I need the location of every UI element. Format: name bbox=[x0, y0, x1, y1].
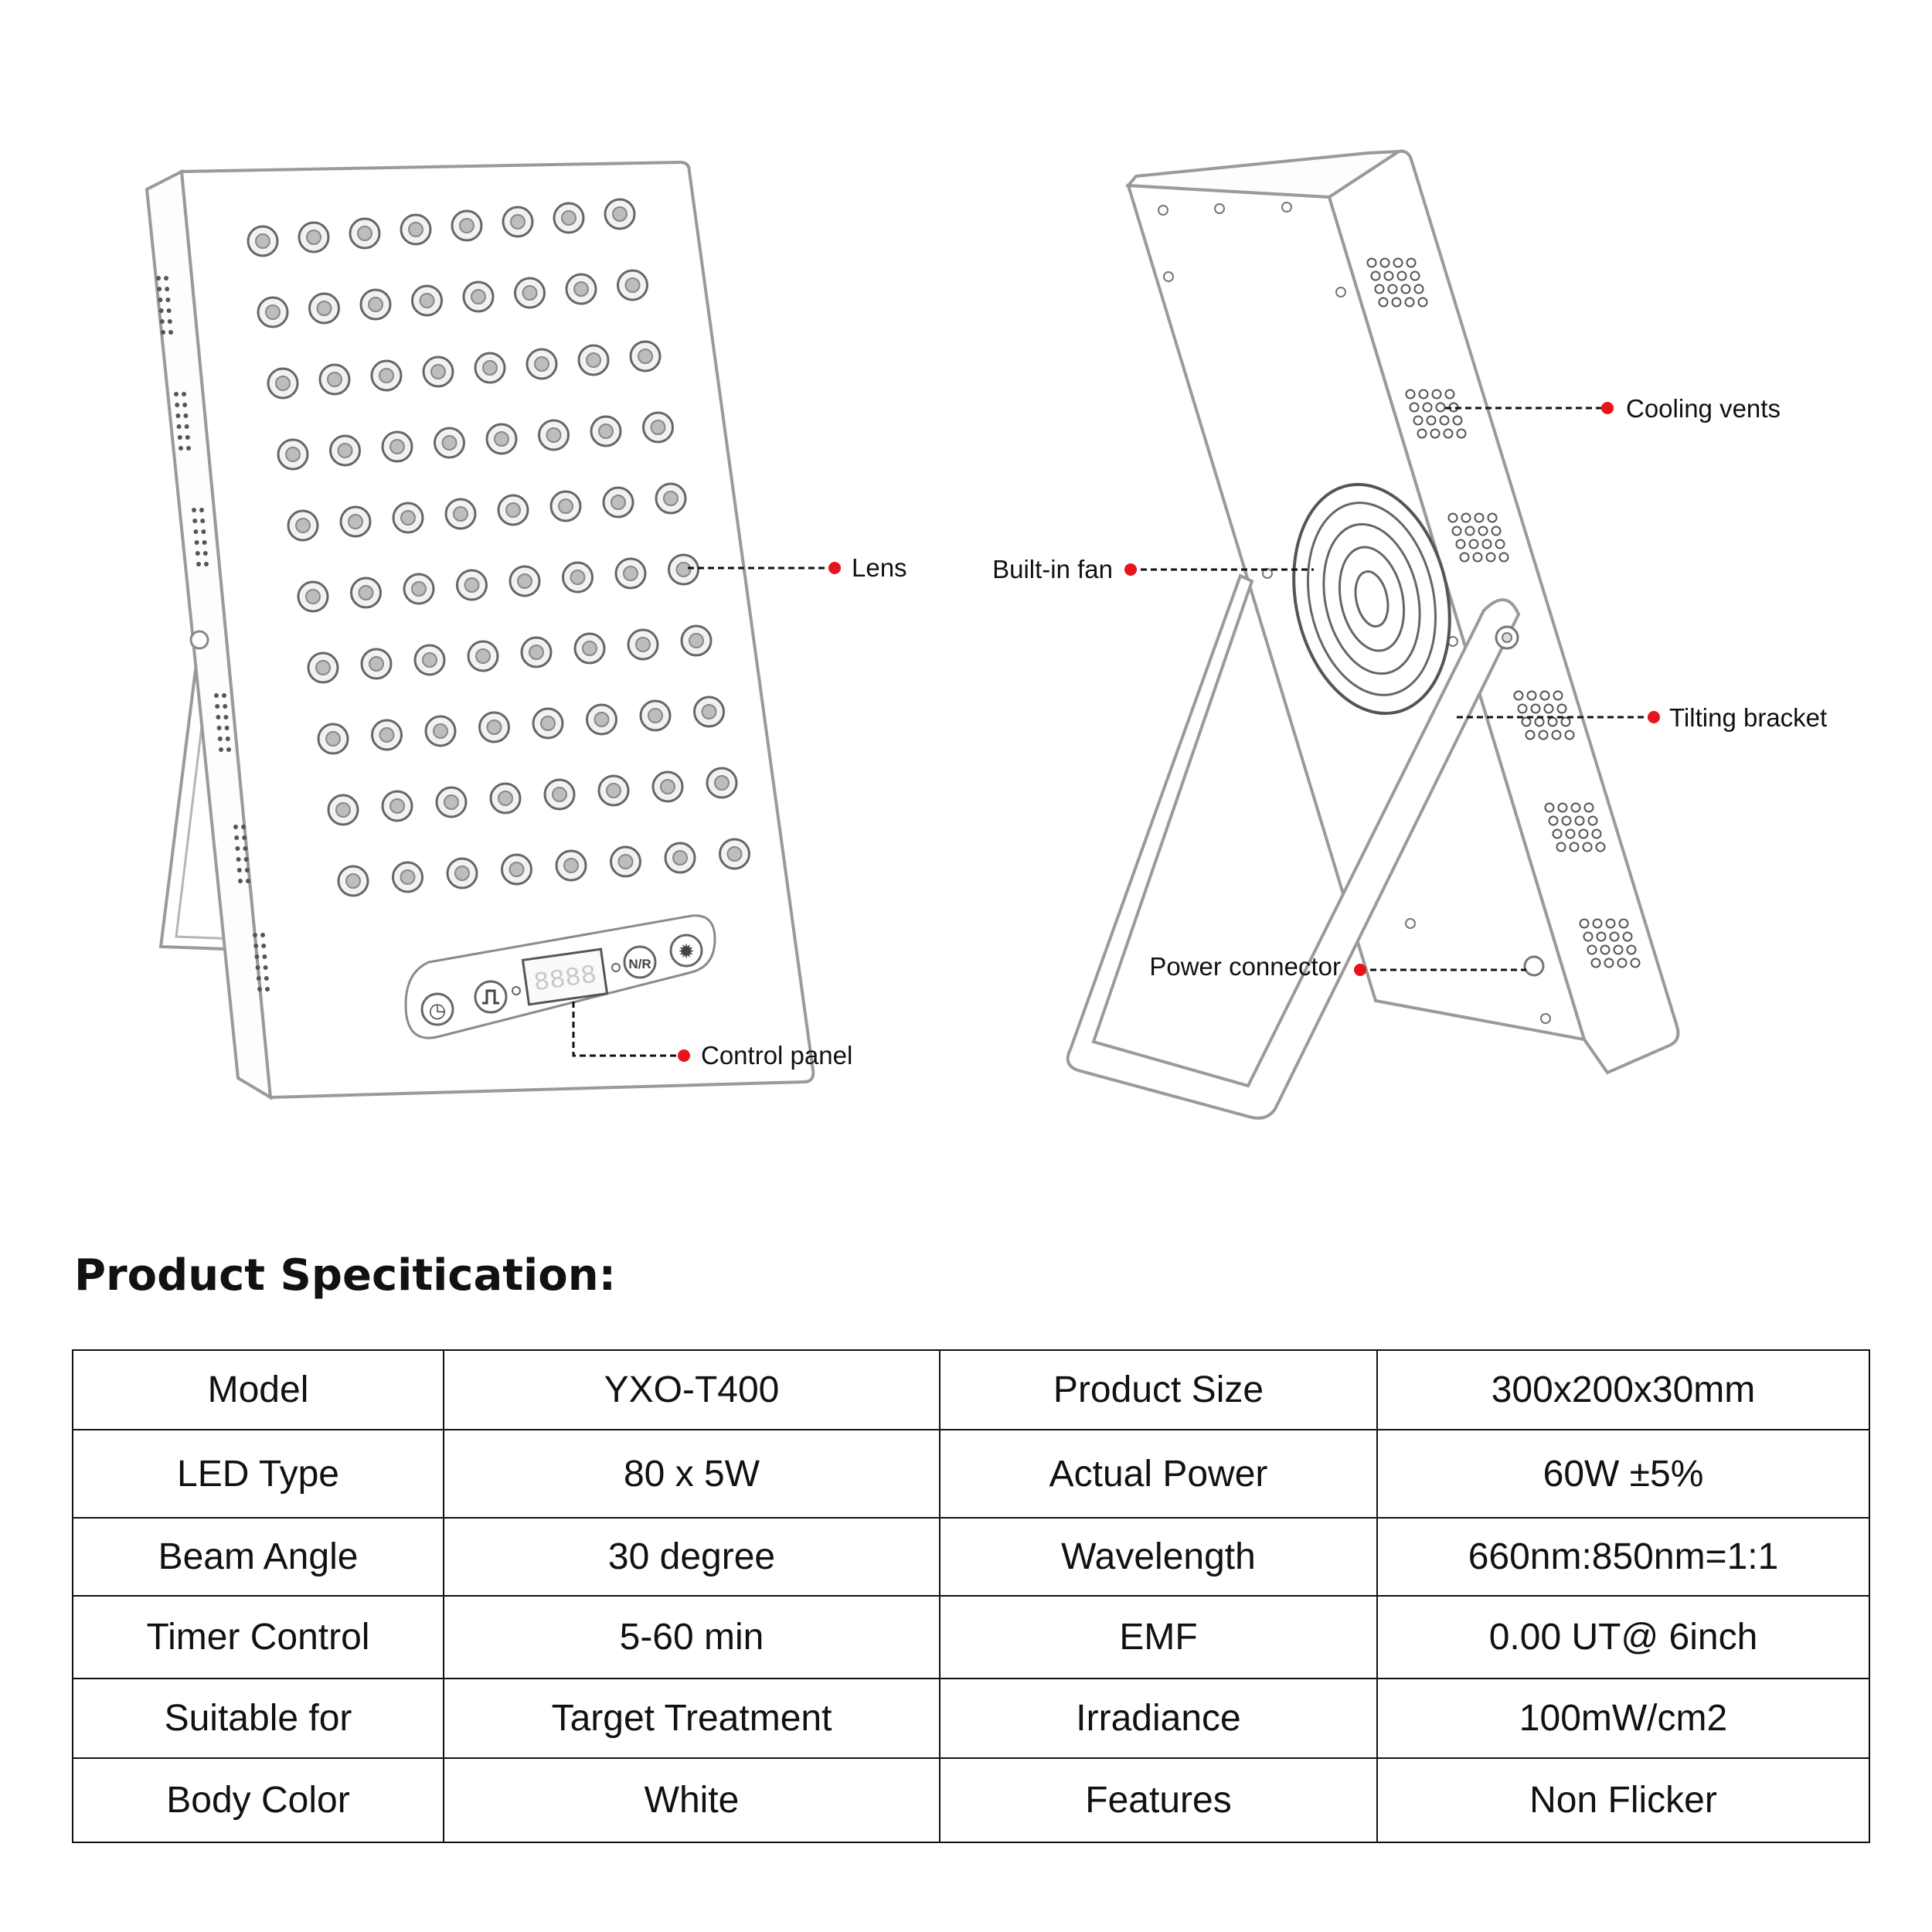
spec-value: Non Flicker bbox=[1377, 1758, 1869, 1842]
spec-label: Suitable for bbox=[73, 1679, 444, 1758]
callout-lens-label: Lens bbox=[852, 553, 907, 582]
spec-value: 5-60 min bbox=[444, 1596, 940, 1679]
spec-label: LED Type bbox=[73, 1430, 444, 1518]
table-row bbox=[73, 1596, 1869, 1679]
callout-power-connector-label: Power connector bbox=[1149, 952, 1341, 981]
callout-cooling-vents-label: Cooling vents bbox=[1626, 394, 1781, 423]
spec-value: White bbox=[444, 1758, 940, 1842]
spec-value: 0.00 UT@ 6inch bbox=[1377, 1596, 1869, 1679]
spec-label: Actual Power bbox=[940, 1430, 1377, 1518]
spec-label: Irradiance bbox=[940, 1679, 1377, 1758]
callout-builtin-fan-label: Built-in fan bbox=[992, 555, 1113, 583]
table-row bbox=[73, 1518, 1869, 1596]
pulse-button[interactable] bbox=[475, 981, 506, 1012]
mode-button-label: N/R bbox=[628, 957, 651, 971]
table-row bbox=[73, 1350, 1869, 1430]
table-row bbox=[73, 1679, 1869, 1758]
spec-value: 60W ±5% bbox=[1377, 1430, 1869, 1518]
spec-label: Model bbox=[73, 1350, 444, 1430]
spec-value: YXO-T400 bbox=[444, 1350, 940, 1430]
spec-title: Product Specitication: bbox=[74, 1250, 616, 1301]
callout-cooling-vents bbox=[1445, 394, 1781, 423]
spec-value: 100mW/cm2 bbox=[1377, 1679, 1869, 1758]
spec-label: Features bbox=[940, 1758, 1377, 1842]
table-row bbox=[73, 1430, 1869, 1518]
callout-control-panel-label: Control panel bbox=[701, 1041, 853, 1070]
spec-label: Timer Control bbox=[73, 1596, 444, 1679]
spec-value: 300x200x30mm bbox=[1377, 1350, 1869, 1430]
spec-label: Beam Angle bbox=[73, 1518, 444, 1596]
table-row bbox=[73, 1758, 1869, 1842]
spec-label: Body Color bbox=[73, 1758, 444, 1842]
spec-value: 30 degree bbox=[444, 1518, 940, 1596]
spec-value: Target Treatment bbox=[444, 1679, 940, 1758]
sun-icon: ✹ bbox=[678, 940, 695, 963]
callout-tilting-bracket-label: Tilting bracket bbox=[1669, 703, 1828, 732]
spec-value: 660nm:850nm=1:1 bbox=[1377, 1518, 1869, 1596]
power-connector bbox=[1525, 957, 1543, 975]
spec-label: EMF bbox=[940, 1596, 1377, 1679]
spec-value: 80 x 5W bbox=[444, 1430, 940, 1518]
spec-label: Product Size bbox=[940, 1350, 1377, 1430]
clock-icon: ◷ bbox=[428, 998, 447, 1022]
front-view-device bbox=[147, 162, 813, 1097]
spec-table bbox=[72, 1349, 1870, 1843]
display-readout: 8888 bbox=[532, 961, 599, 999]
spec-label: Wavelength bbox=[940, 1518, 1377, 1596]
